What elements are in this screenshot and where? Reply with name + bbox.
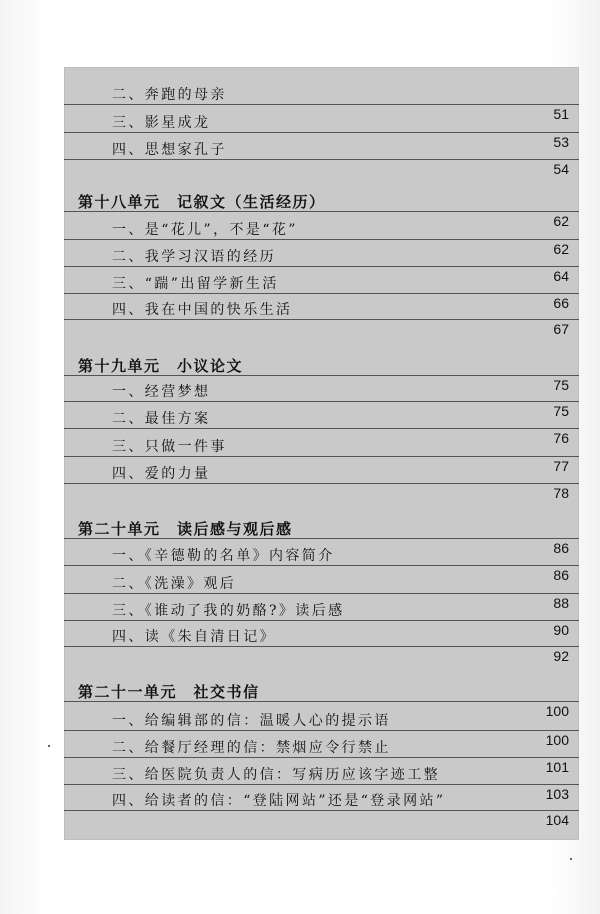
unit-heading-title: 第十八单元 记叙文（生活经历） [78, 193, 326, 211]
toc-page-number: 90 [553, 622, 569, 638]
toc-entry-title: 三、“踹”出留学新生活 [112, 276, 279, 292]
toc-entry-title: 三、《谁动了我的奶酪?》读后感 [112, 603, 345, 619]
leader-line [64, 428, 579, 429]
leader-line [64, 132, 579, 133]
toc-page-number: 88 [553, 595, 569, 611]
toc-entry-title: 四、思想家孔子 [112, 142, 227, 158]
leader-line [64, 375, 579, 376]
leader-line [64, 593, 579, 594]
toc-entry-title: 二、最佳方案 [112, 411, 211, 427]
leader-line [64, 620, 579, 621]
scan-speck [48, 745, 50, 747]
toc-page-number: 103 [545, 786, 569, 802]
toc-entry-title: 二、给餐厅经理的信：禁烟应令行禁止 [112, 740, 391, 756]
toc-page-number: 62 [553, 213, 569, 229]
scan-speck [570, 858, 572, 860]
toc-page-number: 54 [553, 161, 569, 177]
toc-page-number: 64 [553, 268, 569, 284]
leader-line [64, 757, 579, 758]
toc-entry[interactable] [64, 790, 579, 828]
leader-line [64, 538, 579, 539]
leader-line [64, 784, 579, 785]
toc-entry-title: 一、给编辑部的信：温暖人心的提示语 [112, 713, 391, 729]
toc-page-number: 66 [553, 295, 569, 311]
toc-page-number: 100 [545, 732, 569, 748]
toc-page-number: 104 [545, 812, 569, 828]
unit-heading-title: 第二十单元 读后感与观后感 [78, 520, 293, 538]
leader-line [64, 104, 579, 105]
toc-entry-title: 二、《洗澡》观后 [112, 576, 237, 592]
leader-line [64, 266, 579, 267]
toc-page-number: 53 [553, 134, 569, 150]
toc-page-number: 62 [553, 241, 569, 257]
leader-line [64, 401, 579, 402]
leader-line [64, 319, 579, 320]
unit-heading-title: 第二十一单元 社交书信 [78, 683, 260, 701]
toc-entry-title: 三、给医院负责人的信：写病历应该字迹工整 [112, 767, 440, 783]
leader-line [64, 293, 579, 294]
toc-page-number: 75 [553, 377, 569, 393]
toc-page-number: 86 [553, 540, 569, 556]
toc-entry-title: 一、是“花儿”，不是“花” [112, 222, 298, 238]
toc-entry[interactable] [64, 463, 579, 501]
toc-entry[interactable] [64, 545, 579, 583]
toc-entry[interactable] [64, 408, 579, 446]
toc-entry-title: 四、爱的力量 [112, 466, 211, 482]
toc-page-number: 101 [545, 759, 569, 775]
leader-line [64, 810, 579, 811]
leader-line [64, 239, 579, 240]
toc-entry[interactable] [64, 626, 579, 664]
toc-page-number: 86 [553, 567, 569, 583]
unit-heading-title: 第十九单元 小议论文 [78, 357, 244, 375]
leader-line [64, 730, 579, 731]
table-of-contents [64, 67, 579, 840]
leader-line [64, 159, 579, 160]
leader-line [64, 456, 579, 457]
toc-entry-title: 二、我学习汉语的经历 [112, 249, 276, 265]
toc-entry-title: 三、只做一件事 [112, 439, 227, 455]
toc-entry-title: 三、影星成龙 [112, 115, 211, 131]
unit-heading[interactable] [64, 191, 579, 229]
toc-page-number: 77 [553, 458, 569, 474]
toc-entry-title: 四、给读者的信：“登陆网站”还是“登录网站” [112, 793, 446, 809]
toc-entry-title: 二、奔跑的母亲 [112, 87, 227, 103]
toc-page-number: 67 [553, 321, 569, 337]
leader-line [64, 701, 579, 702]
toc-entry[interactable] [64, 84, 579, 122]
toc-page-number: 75 [553, 403, 569, 419]
toc-entry-title: 四、读《朱自清日记》 [112, 629, 276, 645]
toc-entry[interactable] [64, 139, 579, 177]
toc-page-number: 92 [553, 648, 569, 664]
leader-line [64, 646, 579, 647]
toc-page-number: 78 [553, 485, 569, 501]
toc-entry-title: 一、经营梦想 [112, 384, 211, 400]
leader-line [64, 483, 579, 484]
toc-page-number: 100 [545, 703, 569, 719]
toc-entry[interactable] [64, 299, 579, 337]
toc-entry-title: 四、我在中国的快乐生活 [112, 302, 293, 318]
leader-line [64, 211, 579, 212]
unit-heading[interactable] [64, 681, 579, 719]
toc-entry-title: 一、《辛德勒的名单》内容简介 [112, 548, 335, 564]
leader-line [64, 565, 579, 566]
toc-page-number: 51 [553, 106, 569, 122]
toc-page-number: 76 [553, 430, 569, 446]
